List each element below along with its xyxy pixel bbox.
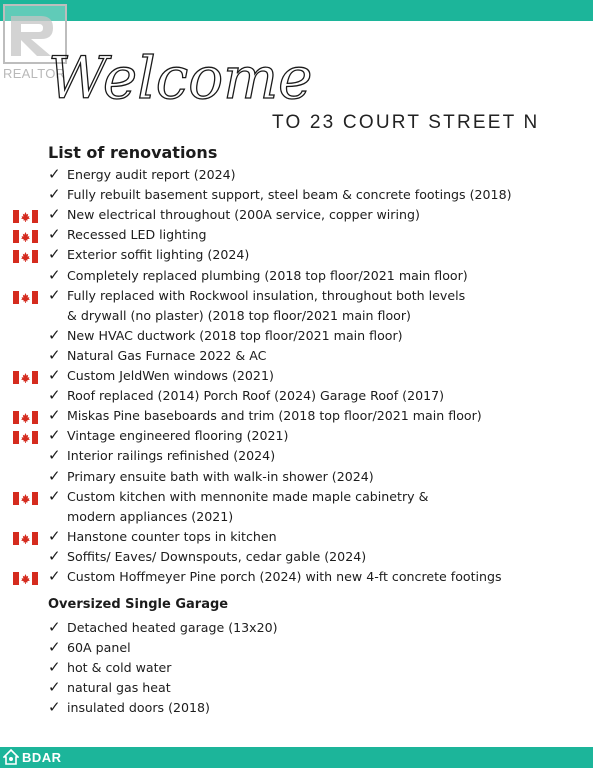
list-item-text: Energy audit report (2024) xyxy=(67,167,236,182)
renovations-heading: List of renovations xyxy=(48,143,218,162)
bottom-bar xyxy=(0,747,593,768)
page-subtitle: TO 23 COURT STREET N xyxy=(272,112,540,133)
list-item xyxy=(0,225,593,245)
list-item xyxy=(0,185,593,205)
bdar-label: BDAR xyxy=(22,750,62,765)
list-item xyxy=(0,547,593,567)
list-item-text: Miskas Pine baseboards and trim (2018 top floor/2021 main floor) xyxy=(67,408,482,424)
check-icon: ✓ xyxy=(48,658,61,677)
list-item-text: Detached heated garage (13x20) xyxy=(67,620,278,635)
check-icon: ✓ xyxy=(48,185,61,204)
check-icon: ✓ xyxy=(48,446,61,465)
list-item-continuation: modern appliances (2021) xyxy=(67,508,234,524)
list-item-text: Hanstone counter tops in kitchen xyxy=(67,528,277,544)
list-item-text: New HVAC ductwork (2018 top floor/2021 main floor) xyxy=(67,327,403,343)
check-icon: ✓ xyxy=(48,406,61,425)
list-item-text: Exterior soffit lighting (2024) xyxy=(67,247,250,263)
list-item-text: Roof replaced (2014) Porch Roof (2024) Garage Roof (2017) xyxy=(67,388,445,404)
list-item-continuation: & drywall (no plaster) (2018 top floor/2021 main floor) xyxy=(67,307,411,323)
list-item-text: 60A panel xyxy=(67,640,131,656)
list-item xyxy=(0,406,593,426)
list-item-text: Fully replaced with Rockwool insulation, throughout both levels xyxy=(67,287,466,303)
check-icon: ✓ xyxy=(48,245,61,264)
check-icon: ✓ xyxy=(48,466,61,485)
list-item xyxy=(0,698,593,718)
list-item xyxy=(0,638,593,658)
list-item-text: Custom JeldWen windows (2021) xyxy=(67,368,274,383)
check-icon: ✓ xyxy=(48,285,61,304)
check-icon: ✓ xyxy=(48,526,61,545)
list-item-text: Custom kitchen with mennonite made maple cabinetry & xyxy=(67,488,429,504)
list-item-text: Primary ensuite bath with walk-in shower (2024) xyxy=(67,468,374,484)
list-item xyxy=(0,446,593,466)
check-icon: ✓ xyxy=(48,618,61,636)
list-item xyxy=(0,658,593,678)
list-item-text: Soffits/ Eaves/ Downspouts, cedar gable (2024) xyxy=(67,548,367,564)
list-item-text: Vintage engineered flooring (2021) xyxy=(67,428,289,444)
canada-flag-icon xyxy=(13,228,38,241)
list-item xyxy=(0,487,593,507)
check-icon: ✓ xyxy=(48,345,61,364)
check-icon: ✓ xyxy=(48,567,61,585)
list-item xyxy=(0,326,593,346)
list-item xyxy=(0,678,593,698)
list-item xyxy=(0,567,593,587)
check-icon: ✓ xyxy=(48,638,61,657)
list-item xyxy=(0,618,593,638)
check-icon: ✓ xyxy=(48,325,61,344)
list-item xyxy=(0,266,593,286)
list-item-text: Interior railings refinished (2024) xyxy=(67,448,276,464)
welcome-script-text: Welcome xyxy=(48,44,313,112)
check-icon: ✓ xyxy=(48,366,61,384)
canada-flag-icon xyxy=(13,429,38,442)
canada-flag-icon xyxy=(13,369,38,382)
canada-flag-icon xyxy=(13,208,38,221)
canada-flag-icon xyxy=(13,289,38,302)
list-item xyxy=(0,346,593,366)
canada-flag-icon xyxy=(13,490,38,503)
list-item-text: hot & cold water xyxy=(67,660,172,676)
list-item xyxy=(0,527,593,547)
canada-flag-icon xyxy=(13,409,38,422)
list-item xyxy=(0,205,593,225)
list-item-text: New electrical throughout (200A service, copper wiring) xyxy=(67,207,420,223)
list-item xyxy=(0,467,593,487)
list-item-text: Recessed LED lighting xyxy=(67,227,207,243)
check-icon: ✓ xyxy=(48,678,61,697)
bdar-house-icon xyxy=(3,749,19,765)
canada-flag-icon xyxy=(13,248,38,261)
garage-heading: Oversized Single Garage xyxy=(48,597,229,612)
list-item xyxy=(0,245,593,265)
list-item xyxy=(0,386,593,406)
check-icon: ✓ xyxy=(48,386,61,405)
list-item-text: insulated doors (2018) xyxy=(67,700,210,716)
check-icon: ✓ xyxy=(48,546,61,565)
list-item xyxy=(0,426,593,446)
list-item-text: natural gas heat xyxy=(67,680,171,696)
top-bar xyxy=(0,0,593,21)
check-icon: ✓ xyxy=(48,265,61,284)
canada-flag-icon xyxy=(13,530,38,543)
check-icon: ✓ xyxy=(48,698,61,717)
list-item-text: Custom Hoffmeyer Pine porch (2024) with new 4-ft concrete footings xyxy=(67,569,502,584)
check-icon: ✓ xyxy=(48,165,61,183)
check-icon: ✓ xyxy=(48,205,61,224)
realtor-label: REALTOR xyxy=(3,66,66,81)
list-item xyxy=(0,286,593,306)
check-icon: ✓ xyxy=(48,225,61,244)
list-item xyxy=(0,165,593,185)
canada-flag-icon xyxy=(13,570,38,583)
list-item-text: Natural Gas Furnace 2022 & AC xyxy=(67,347,267,363)
welcome-script xyxy=(48,22,348,112)
check-icon: ✓ xyxy=(48,426,61,445)
check-icon: ✓ xyxy=(48,486,61,505)
list-item-text: Fully rebuilt basement support, steel beam & concrete footings (2018) xyxy=(67,187,512,203)
list-item xyxy=(0,366,593,386)
list-item-text: Completely replaced plumbing (2018 top floor/2021 main floor) xyxy=(67,267,468,283)
